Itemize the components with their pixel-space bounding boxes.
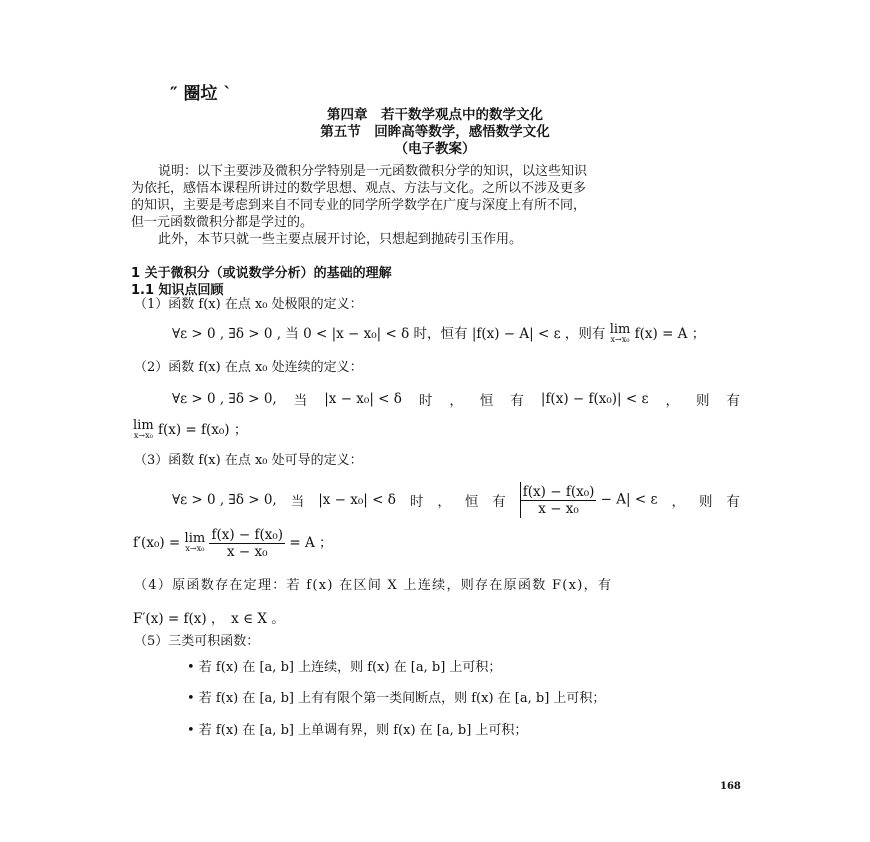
word-you: 有 — [726, 393, 740, 409]
word-shi: 时 — [418, 393, 433, 409]
continuity-equation: f(x) = f(x₀) ； — [157, 422, 248, 438]
subtitle: （电子教案） — [394, 141, 476, 157]
fraction-numerator: f(x) − f(x₀) — [522, 483, 595, 500]
word-you: 有 — [726, 494, 740, 510]
limit-operator — [133, 417, 154, 441]
intro-line-4: 但一元函数微积分都是学过的。 — [131, 215, 314, 230]
intro-line-3: 的知识，主要是考虑到来自不同专业的同学所学数学在广度与深度上有所不同， — [131, 198, 587, 213]
lim-subscript: x→x₀ — [610, 334, 630, 344]
difference-quotient — [521, 484, 597, 517]
heading-1: 1 关于微积分（或说数学分析）的基础的理解 — [131, 266, 392, 281]
word-ze: 则 — [695, 393, 710, 409]
continuity-quantifiers: ∀ε > 0 , ∃δ > 0, — [172, 391, 277, 407]
epsilon-condition: |f(x) − f(x₀)| < ε — [540, 391, 649, 407]
continuity-result — [133, 418, 247, 441]
fraction-denominator: x − x₀ — [227, 544, 268, 560]
heading-1-1: 1.1 知识点回顾 — [131, 283, 224, 298]
fraction-numerator: f(x) − f(x₀) — [211, 527, 284, 543]
item-1-label: （1）函数 f(x) 在点 x₀ 处极限的定义： — [134, 297, 363, 312]
item-3-label: （3）函数 f(x) 在点 x₀ 处可导的定义： — [134, 453, 363, 468]
difference-quotient-condition — [520, 482, 658, 518]
item-2-label: （2）函数 f(x) 在点 x₀ 处连续的定义： — [134, 360, 363, 375]
comma: ， — [665, 393, 679, 409]
word-ze: 则 — [698, 494, 713, 510]
integrable-bullet-3: • 若 f(x) 在 [a, b] 上单调有界，则 f(x) 在 [a, b] 上可积； — [187, 723, 528, 738]
word-shi: 时 — [409, 494, 424, 510]
comma: ， — [437, 494, 451, 510]
word-when: 当 — [290, 494, 305, 510]
delta-condition: |x − x₀| < δ — [318, 492, 396, 508]
limit-operator — [609, 321, 631, 345]
integrable-bullet-1: • 若 f(x) 在 [a, b] 上连续，则 f(x) 在 [a, b] 上可积； — [187, 660, 502, 675]
lim-text: lim — [184, 530, 206, 546]
lim-text: lim — [609, 321, 631, 337]
fraction-denominator: x − x₀ — [538, 500, 579, 517]
delta-condition: |x − x₀| < δ — [324, 391, 402, 407]
word-when: 当 — [293, 393, 308, 409]
item-1-definition — [172, 322, 705, 345]
comma: ， — [671, 494, 685, 510]
derivative-formula — [133, 527, 333, 560]
word-heng: 恒 — [479, 393, 494, 409]
intro-line-1: 说明：以下主要涉及微积分学特别是一元函数微积分学的知识，以这些知识 — [158, 164, 588, 179]
derivative-quantifiers: ∀ε > 0 , ∃δ > 0, — [172, 492, 277, 508]
word-heng: 恒 — [464, 494, 479, 510]
derivative-rhs: = A ； — [289, 535, 333, 551]
intro-paragraph-2: 此外，本节只就一些主要点展开讨论，只想起到抛砖引玉作用。 — [158, 232, 523, 247]
quotient-tail: − A| < ε — [600, 491, 658, 508]
lim-text: lim — [133, 417, 154, 433]
derivative-fraction — [209, 527, 285, 560]
page-header: ″ 圈垃 ` — [170, 84, 232, 104]
comma: ， — [449, 393, 463, 409]
limit-result: f(x) = A ； — [634, 326, 706, 342]
item-3-definition — [172, 480, 740, 520]
section-title: 第五节 回眸高等数学，感悟数学文化 — [320, 124, 550, 140]
lim-subscript: x→x₀ — [133, 430, 153, 440]
integrable-bullet-2: • 若 f(x) 在 [a, b] 上有有限个第一类间断点，则 f(x) 在 [a, b] 上可积； — [187, 691, 606, 706]
lim-subscript: x→x₀ — [185, 543, 205, 553]
item-5-label: （5）三类可积函数： — [134, 634, 260, 649]
derivative-lhs: f′(x₀) = — [133, 535, 181, 551]
item-4-line-2: F′(x) = f(x) ， x ∈ X 。 — [133, 611, 285, 627]
intro-line-2: 为依托，感悟本课程所讲过的数学思想、观点、方法与文化。之所以不涉及更多 — [131, 181, 587, 196]
word-you: 有 — [510, 393, 524, 409]
word-you: 有 — [492, 494, 506, 510]
limit-condition: ∀ε > 0 , ∃δ > 0 , 当 0 < |x − x₀| < δ 时，恒有 |f(x) − A| < ε ，则有 — [172, 326, 606, 342]
item-2-definition — [172, 389, 740, 409]
page-number: 168 — [720, 781, 741, 792]
limit-operator — [184, 530, 206, 554]
item-4-line-1: （4）原函数存在定理：若 f(x) 在区间 X 上连续，则存在原函数 F(x)，有 — [134, 578, 613, 593]
chapter-title: 第四章 若干数学观点中的数学文化 — [327, 107, 543, 123]
